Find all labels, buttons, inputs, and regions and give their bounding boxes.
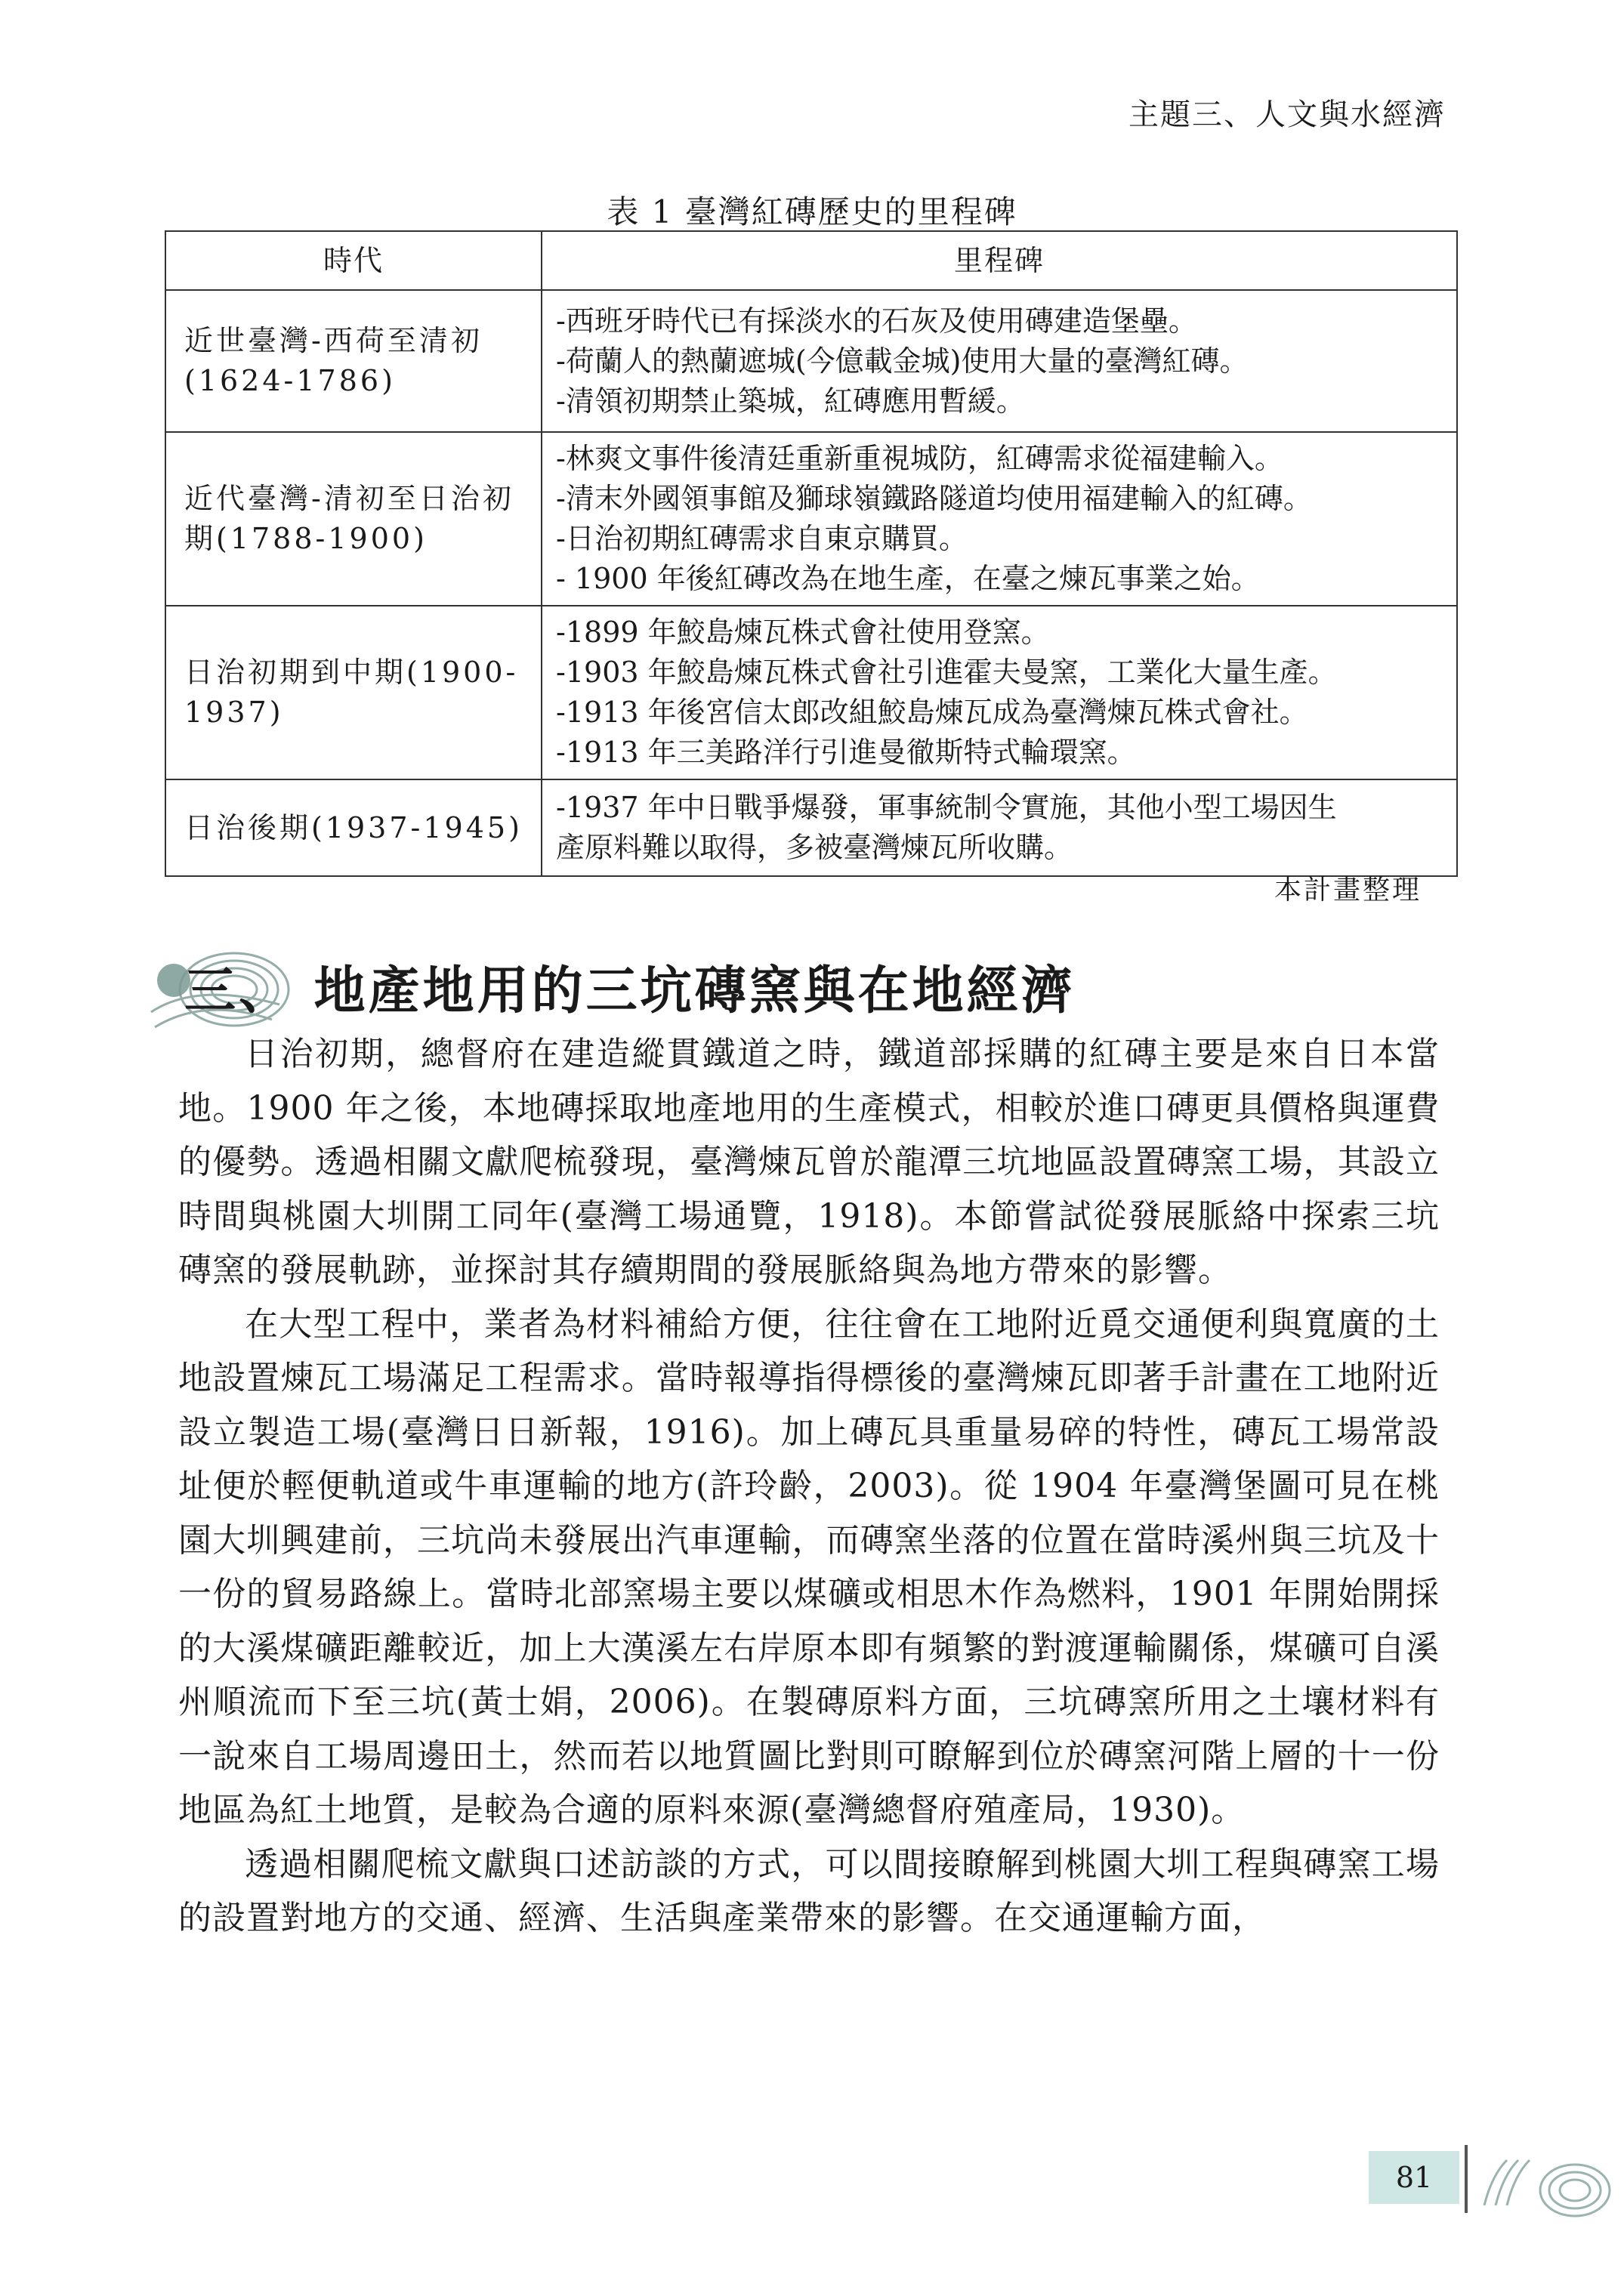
table-source-note: 本計畫整理 (1274, 875, 1422, 906)
milestone-item: -1903 年鮫島煉瓦株式會社引進霍夫曼窯，工業化大量生產。 (556, 656, 1337, 689)
milestone-cell (542, 606, 1457, 779)
milestone-cell (542, 779, 1457, 876)
paragraph: 透過相關爬梳文獻與口述訪談的方式，可以間接瞭解到桃園大圳工程與磚窯工場的設置對地方的交通、經濟、生活與產業帶來的影響。在交通運輸方面， (178, 1844, 1440, 1937)
table-caption: 表 1 臺灣紅磚歷史的里程碑 (607, 193, 1017, 230)
section-heading (121, 937, 1405, 1042)
milestone-cell (542, 432, 1457, 606)
milestone-item: -清末外國領事館及獅球嶺鐵路隧道均使用福建輸入的紅磚。 (556, 482, 1312, 515)
milestone-item: 產原料難以取得，多被臺灣煉瓦所收購。 (556, 831, 1073, 864)
page-number: 81 (1369, 2151, 1459, 2204)
table-header-row (165, 231, 1457, 290)
era-cell: 日治初期到中期(1900-1937) (165, 606, 542, 779)
table-row (165, 290, 1457, 432)
column-header-era: 時代 (165, 231, 542, 290)
table-row (165, 432, 1457, 606)
era-cell: 日治後期(1937-1945) (165, 779, 542, 876)
table-row (165, 779, 1457, 876)
milestone-item: - 1900 年後紅磚改為在地生產，在臺之煉瓦事業之始。 (556, 562, 1260, 595)
milestone-item: -西班牙時代已有採淡水的石灰及使用磚建造堡壘。 (556, 304, 1197, 338)
milestone-item: -日治初期紅磚需求自東京購買。 (556, 522, 968, 555)
milestone-item: -林爽文事件後清廷重新重視城防，紅磚需求從福建輸入。 (556, 442, 1283, 475)
milestone-item: -清領初期禁止築城，紅磚應用暫緩。 (556, 384, 1025, 418)
era-cell: 近代臺灣-清初至日治初期(1788-1900) (165, 432, 542, 606)
milestone-item: -1913 年三美路洋行引進曼徹斯特式輪環窯。 (556, 736, 1136, 769)
milestone-item: -1913 年後宮信太郎改組鮫島煉瓦成為臺灣煉瓦株式會社。 (556, 696, 1308, 729)
paragraph: 在大型工程中，業者為材料補給方便，往往會在工地附近覓交通便利與寬廣的土地設置煉瓦工場滿足工程需求。當時報導指得標後的臺灣煉瓦即著手計畫在工地附近設立製造工場(臺灣日日新報，1916)。加上磚瓦具重量易碎的特性，磚瓦工場常設址便於輕便軌道或牛車運輸的地方(許玲齡，2003)。從 1904 年臺灣堡圖可見在桃園大圳興建前，三坑尚未發展出汽車運輸，而磚窯坐落的位置在當時溪州與三坑及十一份的貿易路線上。當時北部窯場主要以煤礦或相思木作為燃料，1901 年開始開採的大溪煤礦距離較近，加上大漢溪左右岸原本即有頻繁的對渡運輸關係，煤礦可自溪州順流而下至三坑(黃士娟，2006)。在製磚原料方面，三坑磚窯所用之土壤材料有一說來自工場周邊田土，然而若以地質圖比對則可瞭解到位於磚窯河階上層的十一份地區為紅土地質，是較為合適的原料來源(臺灣總督府殖產局，1930)。 (178, 1304, 1440, 1829)
column-header-milestone: 里程碑 (542, 231, 1457, 290)
body-text (178, 1027, 1440, 1946)
paragraph: 日治初期，總督府在建造縱貫鐵道之時，鐵道部採購的紅磚主要是來自日本當地。1900 年之後，本地磚採取地產地用的生產模式，相較於進口磚更具價格與運費的優勢。透過相關文獻爬梳發現，臺灣煉瓦曾於龍潭三坑地區設置磚窯工場，其設立時間與桃園大圳開工同年(臺灣工場通覽，1918)。本節嘗試從發展脈絡中探索三坑磚窯的發展軌跡，並探討其存續期間的發展脈絡與為地方帶來的影響。 (178, 1035, 1440, 1289)
running-head: 主題三、人文與水經濟 (1128, 97, 1446, 132)
milestone-table (165, 230, 1458, 877)
wave-ornament-icon (1462, 2130, 1613, 2228)
milestone-item: -荷蘭人的熱蘭遮城(今億載金城)使用大量的臺灣紅磚。 (556, 344, 1249, 378)
milestone-cell (542, 290, 1457, 432)
milestone-item: -1937 年中日戰爭爆發，軍事統制令實施，其他小型工場因生 (556, 791, 1337, 824)
table-row (165, 606, 1457, 779)
era-cell: 近世臺灣-西荷至清初(1624-1786) (165, 290, 542, 432)
section-title: 三、 地產地用的三坑磚窯與在地經濟 (184, 961, 1076, 1021)
milestone-item: -1899 年鮫島煉瓦株式會社使用登窯。 (556, 616, 1050, 649)
